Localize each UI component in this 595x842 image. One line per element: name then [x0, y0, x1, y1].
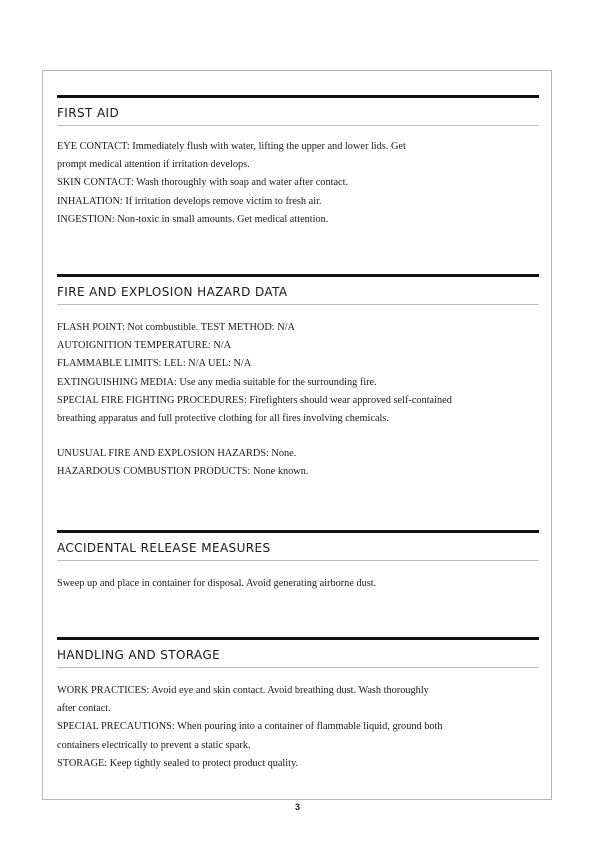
section-divider — [57, 667, 539, 668]
text-line: FLASH POINT: Not combustible. TEST METHOD: N/A — [57, 322, 295, 333]
text-line: INGESTION: Non-toxic in small amounts. Get medical attention. — [57, 213, 329, 225]
section-body — [57, 575, 539, 593]
section-divider — [57, 125, 539, 126]
page-number: 3 — [294, 802, 300, 812]
section-title: FIRE AND EXPLOSION HAZARD DATA — [57, 285, 288, 299]
section-divider — [57, 560, 539, 561]
accidental-release-section — [57, 530, 539, 593]
section-rule — [57, 95, 539, 98]
fire-hazard-section — [57, 274, 539, 482]
text-line: HAZARDOUS COMBUSTION PRODUCTS: None known. — [57, 466, 309, 478]
text-line: STORAGE: Keep tightly sealed to protect product quality. — [57, 757, 299, 769]
text-line: EYE CONTACT: Immediately flush with water, lifting the upper and lower lids. Get — [57, 141, 406, 152]
handling-storage-section — [57, 637, 539, 773]
section-rule — [57, 274, 539, 277]
text-line: containers electrically to prevent a static spark. — [57, 739, 251, 751]
section-rule — [57, 637, 539, 640]
section-title: ACCIDENTAL RELEASE MEASURES — [57, 541, 271, 555]
text-line: breathing apparatus and full protective clothing for all fires involving chemicals. — [57, 412, 389, 424]
section-title: HANDLING AND STORAGE — [57, 648, 221, 662]
text-line: INHALATION: If irritation develops remove victim to fresh air. — [57, 195, 322, 207]
text-line: SPECIAL FIRE FIGHTING PROCEDURES: Firefighters should wear approved self-contained — [57, 394, 452, 406]
text-line: Sweep up and place in container for disposal. Avoid generating airborne dust. — [57, 578, 377, 589]
text-line: FLAMMABLE LIMITS: LEL: N/A UEL: N/A — [57, 358, 252, 370]
text-line: SPECIAL PRECAUTIONS: When pouring into a container of flammable liquid, ground both — [57, 721, 443, 733]
text-line: EXTINGUISHING MEDIA: Use any media suitable for the surrounding fire. — [57, 376, 377, 388]
text-line: after contact. — [57, 703, 111, 715]
section-body — [57, 319, 539, 482]
section-title: FIRST AID — [57, 106, 120, 120]
first-aid-section — [57, 95, 539, 229]
text-line: WORK PRACTICES: Avoid eye and skin contact. Avoid breathing dust. Wash thoroughly — [57, 685, 429, 696]
text-line: AUTOIGNITION TEMPERATURE: N/A — [57, 340, 232, 352]
text-line: prompt medical attention if irritation develops. — [57, 159, 250, 171]
text-line: UNUSUAL FIRE AND EXPLOSION HAZARDS: None. — [57, 448, 297, 460]
section-body — [57, 682, 539, 773]
section-body — [57, 138, 539, 229]
section-divider — [57, 304, 539, 305]
text-line: SKIN CONTACT: Wash thoroughly with soap and water after contact. — [57, 177, 349, 189]
section-rule — [57, 530, 539, 533]
